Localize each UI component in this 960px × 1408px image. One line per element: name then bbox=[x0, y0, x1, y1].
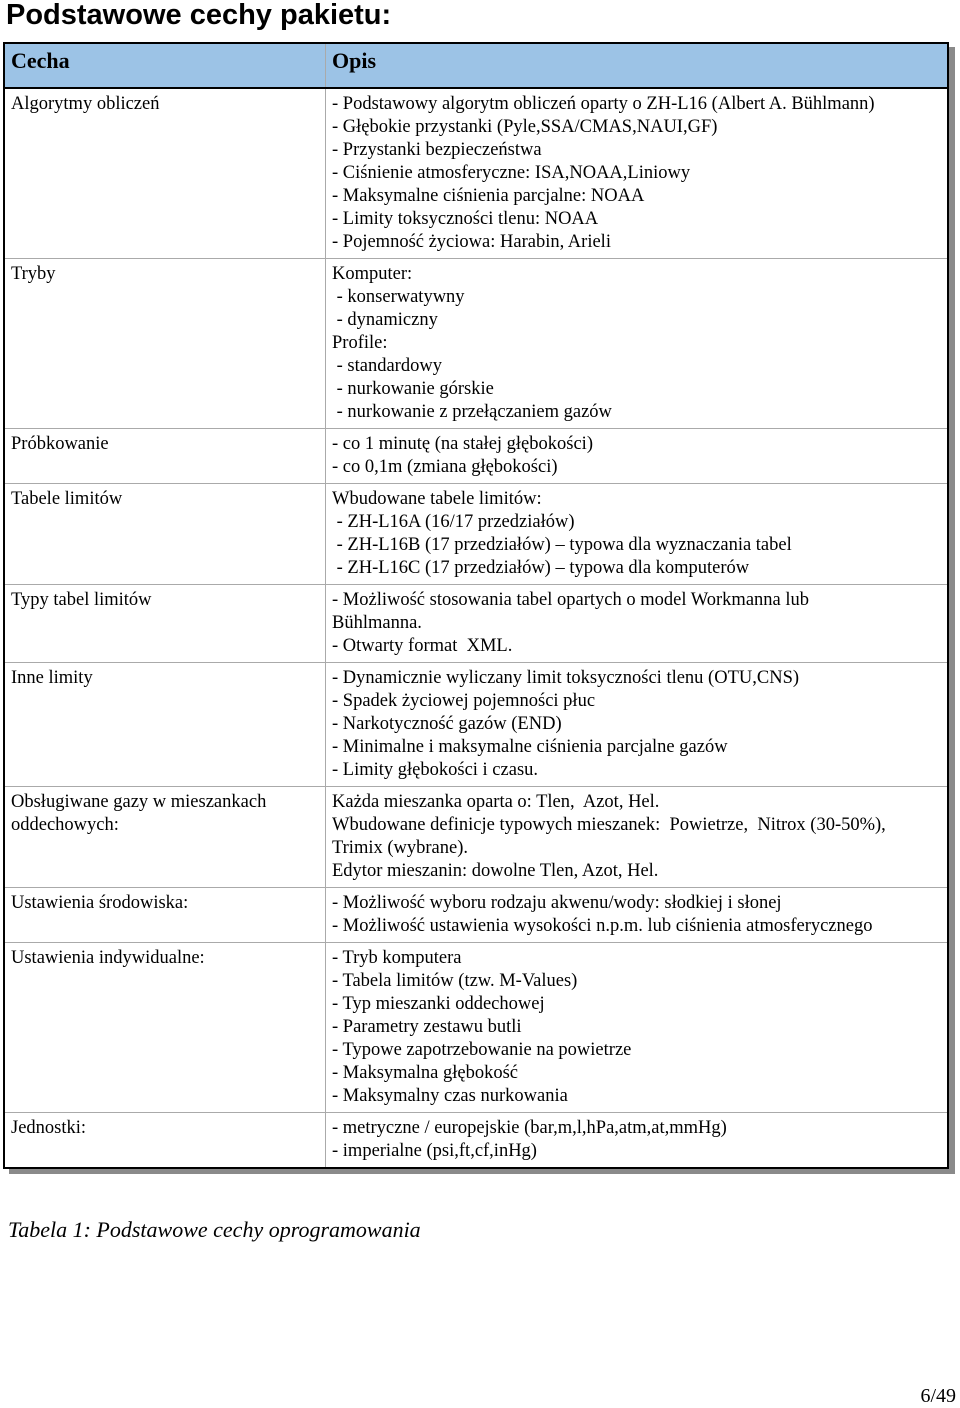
description-line: - Typ mieszanki oddechowej bbox=[332, 994, 545, 1014]
feature-cell: Ustawienia indywidualne: bbox=[4, 943, 326, 1113]
description-line: - Typowe zapotrzebowanie na powietrze bbox=[332, 1040, 632, 1060]
description-cell bbox=[326, 663, 949, 787]
table-row bbox=[4, 787, 948, 888]
table-row bbox=[4, 943, 948, 1113]
table-row bbox=[4, 663, 948, 787]
header-row bbox=[4, 43, 948, 88]
description-line: - Maksymalne ciśnienia parcjalne: NOAA bbox=[332, 186, 645, 206]
description-line: - co 0,1m (zmiana głębokości) bbox=[332, 457, 558, 477]
header-feature: Cecha bbox=[4, 43, 326, 88]
table-row bbox=[4, 88, 948, 259]
feature-cell: Inne limity bbox=[4, 663, 326, 787]
description-line: Wbudowane tabele limitów: bbox=[332, 489, 542, 509]
table-row bbox=[4, 429, 948, 484]
description-line: - Ciśnienie atmosferyczne: ISA,NOAA,Liniowy bbox=[332, 163, 691, 183]
description-line: - Dynamicznie wyliczany limit toksyczności tlenu (OTU,CNS) bbox=[332, 668, 800, 688]
description-line: - Możliwość stosowania tabel opartych o model Workmanna lub bbox=[332, 590, 810, 610]
description-cell bbox=[326, 429, 949, 484]
description-line: - Limity toksyczności tlenu: NOAA bbox=[332, 209, 599, 229]
description-line: - co 1 minutę (na stałej głębokości) bbox=[332, 434, 593, 454]
description-line: - metryczne / europejskie (bar,m,l,hPa,atm,at,mmHg) bbox=[332, 1118, 727, 1138]
description-line: - Tryb komputera bbox=[332, 948, 462, 968]
description-line: - Otwarty format XML. bbox=[332, 636, 513, 656]
table-caption: Tabela 1: Podstawowe cechy oprogramowania bbox=[8, 1217, 421, 1242]
header-description: Opis bbox=[326, 43, 949, 88]
description-line: Profile: bbox=[332, 333, 388, 353]
feature-cell: Ustawienia środowiska: bbox=[4, 888, 326, 943]
description-line: - ZH-L16A (16/17 przedziałów) bbox=[332, 512, 575, 532]
description-line: - Możliwość wyboru rodzaju akwenu/wody: słodkiej i słonej bbox=[332, 893, 782, 913]
description-line: - ZH-L16B (17 przedziałów) – typowa dla wyznaczania tabel bbox=[332, 535, 792, 555]
table-row bbox=[4, 259, 948, 429]
feature-cell: Algorytmy obliczeń bbox=[4, 88, 326, 259]
description-line: - dynamiczny bbox=[332, 310, 438, 330]
description-cell bbox=[326, 1113, 949, 1169]
table-row bbox=[4, 1113, 948, 1169]
description-line: - standardowy bbox=[332, 356, 442, 376]
description-cell bbox=[326, 888, 949, 943]
description-line: - konserwatywny bbox=[332, 287, 465, 307]
description-line: Komputer: bbox=[332, 264, 413, 284]
description-line: - Minimalne i maksymalne ciśnienia parcjalne gazów bbox=[332, 737, 728, 757]
description-line: - ZH-L16C (17 przedziałów) – typowa dla komputerów bbox=[332, 558, 750, 578]
feature-cell: Obsługiwane gazy w mieszankach oddechowych: bbox=[4, 787, 326, 888]
features-table bbox=[3, 42, 949, 1169]
description-line: Każda mieszanka oparta o: Tlen, Azot, Hel. bbox=[332, 792, 660, 812]
feature-cell: Próbkowanie bbox=[4, 429, 326, 484]
description-cell bbox=[326, 88, 949, 259]
description-line: - Narkotyczność gazów (END) bbox=[332, 714, 562, 734]
description-line: - Maksymalny czas nurkowania bbox=[332, 1086, 568, 1106]
description-line: Trimix (wybrane). bbox=[332, 838, 468, 858]
description-line: - Spadek życiowej pojemności płuc bbox=[332, 691, 596, 711]
description-line: - Tabela limitów (tzw. M-Values) bbox=[332, 971, 578, 991]
description-line: - Głębokie przystanki (Pyle,SSA/CMAS,NAUI,GF) bbox=[332, 117, 718, 137]
description-line: - nurkowanie górskie bbox=[332, 379, 494, 399]
page-title: Podstawowe cechy pakietu: bbox=[6, 0, 392, 31]
table-row bbox=[4, 585, 948, 663]
description-cell bbox=[326, 259, 949, 429]
feature-cell: Tryby bbox=[4, 259, 326, 429]
table-row bbox=[4, 484, 948, 585]
description-line: - Parametry zestawu butli bbox=[332, 1017, 522, 1037]
description-cell bbox=[326, 484, 949, 585]
description-line: - Możliwość ustawienia wysokości n.p.m. lub ciśnienia atmosferycznego bbox=[332, 916, 873, 936]
description-line: - Pojemność życiowa: Harabin, Arieli bbox=[332, 232, 611, 252]
description-line: Wbudowane definicje typowych mieszanek: Powietrze, Nitrox (30-50%), bbox=[332, 815, 886, 835]
table-body bbox=[4, 88, 948, 1168]
description-line: - Maksymalna głębokość bbox=[332, 1063, 518, 1083]
description-line: - Limity głębokości i czasu. bbox=[332, 760, 539, 780]
table-row bbox=[4, 888, 948, 943]
description-line: - nurkowanie z przełączaniem gazów bbox=[332, 402, 612, 422]
description-cell bbox=[326, 585, 949, 663]
description-line: - Przystanki bezpieczeństwa bbox=[332, 140, 542, 160]
feature-cell: Typy tabel limitów bbox=[4, 585, 326, 663]
description-line: - Podstawowy algorytm obliczeń oparty o ZH-L16 (Albert A. Bühlmann) bbox=[332, 94, 875, 114]
feature-cell: Jednostki: bbox=[4, 1113, 326, 1169]
description-line: Bühlmanna. bbox=[332, 613, 422, 633]
description-cell bbox=[326, 787, 949, 888]
table-header bbox=[4, 43, 948, 88]
description-line: Edytor mieszanin: dowolne Tlen, Azot, Hel. bbox=[332, 861, 659, 881]
feature-cell: Tabele limitów bbox=[4, 484, 326, 585]
description-line: - imperialne (psi,ft,cf,inHg) bbox=[332, 1141, 537, 1161]
description-cell bbox=[326, 943, 949, 1113]
page-number: 6/49 bbox=[920, 1385, 956, 1407]
